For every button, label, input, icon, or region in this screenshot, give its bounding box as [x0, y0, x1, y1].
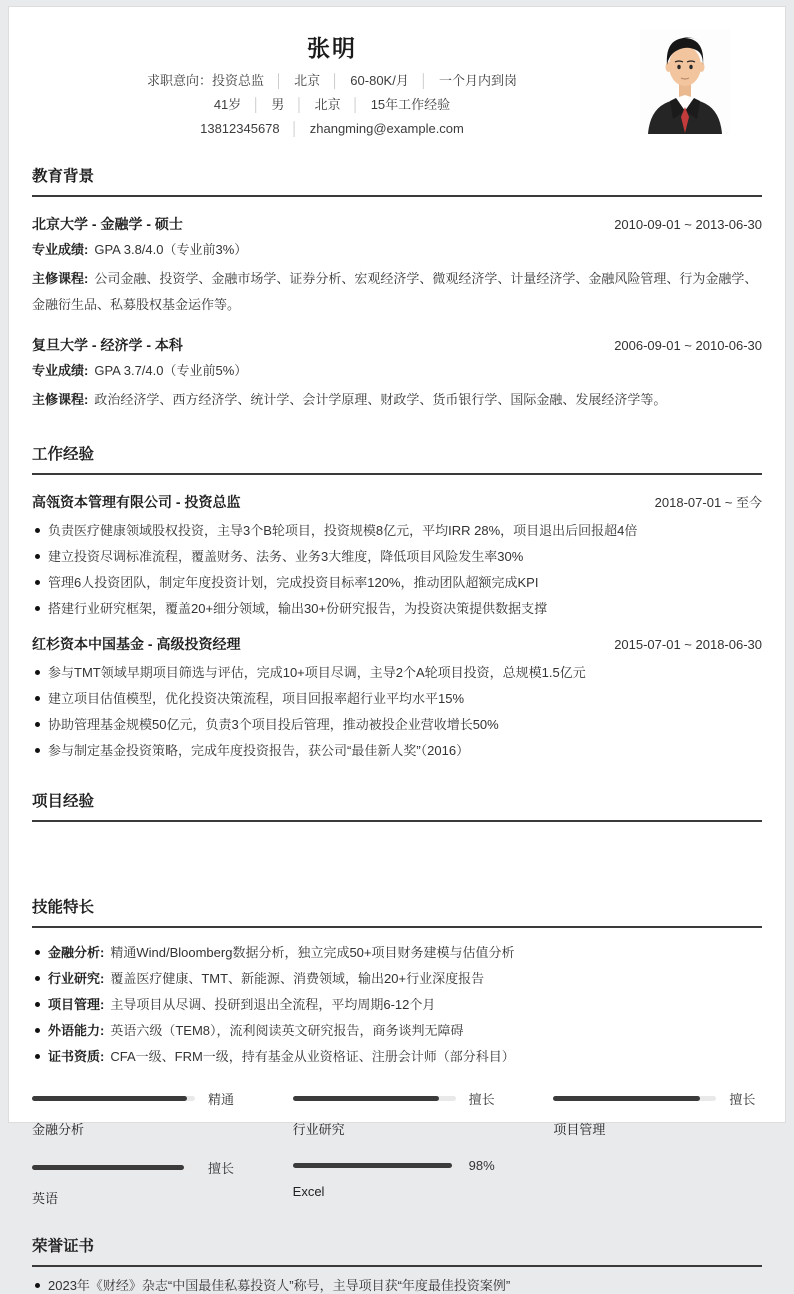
- skill-bar: [293, 1158, 502, 1207]
- skill-bar: [293, 1089, 502, 1138]
- resume-page: [8, 6, 786, 1293]
- skill-bar-track: [32, 1096, 195, 1101]
- honor-bullet-list: [32, 1277, 762, 1294]
- header-info-line-3: [32, 122, 632, 135]
- skill-bar-fill: [553, 1096, 700, 1101]
- skill-bars-grid: [32, 1089, 762, 1207]
- job-intention: 求职意向：投资总监: [147, 73, 265, 88]
- education-date-range: 2006-09-01 ~ 2010-06-30: [614, 338, 762, 353]
- separator: │: [419, 73, 428, 88]
- work-entry: [32, 634, 762, 759]
- skill-text: CFA一级、FRM一级，持有基金从业资格证、注册会计师（部分科目）: [110, 1049, 515, 1064]
- gender: 男: [271, 97, 285, 112]
- skill-bar-level: 98%: [468, 1158, 495, 1173]
- education-entry: [32, 335, 762, 413]
- skill-bar-track: [293, 1096, 456, 1101]
- gpa-value: GPA 3.8/4.0（专业前3%）: [94, 242, 248, 257]
- skill-bar-fill: [32, 1096, 187, 1101]
- education-gpa-line: [32, 358, 762, 384]
- section-work-experience: [32, 442, 762, 759]
- skill-text: 主导项目从尽调、投研到退出全流程，平均周期6-12个月: [110, 997, 436, 1012]
- skill-bar: [553, 1089, 762, 1138]
- skill-label: 项目管理:: [48, 997, 105, 1012]
- work-company-role: 红杉资本中国基金 - 高级投资经理: [32, 636, 241, 652]
- header-info-line-1: [32, 74, 632, 87]
- work-company-role: 高瓴资本管理有限公司 - 投资总监: [32, 494, 241, 510]
- education-gpa-line: [32, 237, 762, 263]
- skill-label: 证书资质:: [48, 1049, 105, 1064]
- courses-value: 政治经济学、西方经济学、统计学、会计学原理、财政学、货币银行学、国际金融、发展经济学等。: [94, 392, 667, 407]
- skill-bar-name: 项目管理: [553, 1122, 606, 1137]
- skill-bar-track: [553, 1096, 716, 1101]
- skill-bar-level: 擅长: [729, 1092, 756, 1107]
- skill-text: 覆盖医疗健康、TMT、新能源、消费领域，输出20+行业深度报告: [110, 971, 485, 986]
- skill-bar-name: Excel: [292, 1184, 325, 1199]
- skill-bar-name: 行业研究: [292, 1122, 345, 1137]
- education-school-degree: 复旦大学 - 经济学 - 本科: [32, 337, 183, 353]
- work-bullet: 协助管理基金规模50亿元，负责3个项目投后管理，推动被投企业营收增长50%: [32, 716, 762, 733]
- header-info-line-2: [32, 98, 632, 111]
- work-years: 15年工作经验: [370, 97, 451, 112]
- header-text: [32, 33, 632, 135]
- skill-bar: [32, 1089, 241, 1138]
- skill-label: 金融分析:: [48, 945, 105, 960]
- skill-bullet: [32, 944, 762, 961]
- section-title-education: 教育背景: [32, 164, 762, 197]
- separator: │: [351, 97, 360, 112]
- honor-bullet: 2023年《财经》杂志“中国最佳私募投资人”称号，主导项目获“年度最佳投资案例”: [32, 1277, 762, 1294]
- work-bullet: 负责医疗健康领域股权投资，主导3个B轮项目，投资规模8亿元，平均IRR 28%，项目退出后回报超4倍: [32, 522, 762, 539]
- resume-header: [32, 7, 762, 135]
- section-honors: [32, 1234, 762, 1294]
- avatar-illustration: [640, 29, 730, 134]
- age: 41岁: [213, 97, 242, 112]
- section-skills: [32, 895, 762, 1207]
- courses-label: 主修课程:: [32, 392, 89, 407]
- skill-bar: [32, 1158, 241, 1207]
- work-bullet: 搭建行业研究框架，覆盖20+细分领域，输出30+份研究报告，为投资决策提供数据支撑: [32, 600, 762, 617]
- work-date-range: 2018-07-01 ~ 至今: [654, 495, 762, 510]
- work-bullet-list: [32, 522, 762, 617]
- separator: │: [275, 73, 284, 88]
- separator: │: [295, 97, 304, 112]
- section-title-honors: 荣誉证书: [32, 1234, 762, 1267]
- expected-salary: 60-80K/月: [350, 73, 409, 88]
- skill-bar-fill: [293, 1163, 453, 1168]
- skill-label: 外语能力:: [48, 1023, 105, 1038]
- skill-label: 行业研究:: [48, 971, 105, 986]
- section-title-project: 项目经验: [32, 789, 762, 822]
- separator: │: [290, 121, 299, 136]
- courses-value: 公司金融、投资学、金融市场学、证券分析、宏观经济学、微观经济学、计量经济学、金融风险管理、行为金融学、金融衍生品、私募股权基金运作等。: [32, 271, 758, 312]
- email-address: zhangming@example.com: [309, 121, 464, 136]
- availability: 一个月内到岗: [438, 73, 517, 88]
- skill-bullet: [32, 1048, 762, 1065]
- profile-photo: [640, 29, 730, 134]
- gpa-value: GPA 3.7/4.0（专业前5%）: [94, 363, 248, 378]
- gpa-label: 专业成绩:: [32, 363, 89, 378]
- section-title-skills: 技能特长: [32, 895, 762, 928]
- work-date-range: 2015-07-01 ~ 2018-06-30: [614, 637, 762, 652]
- work-entry: [32, 492, 762, 617]
- skill-bar-name: 金融分析: [32, 1122, 85, 1137]
- skill-text: 精通Wind/Bloomberg数据分析，独立完成50+项目财务建模与估值分析: [110, 945, 515, 960]
- work-bullet: 参与TMT领域早期项目筛选与评估，完成10+项目尽调，主导2个A轮项目投资，总规模1.5亿元: [32, 664, 762, 681]
- separator: │: [331, 73, 340, 88]
- skill-text: 英语六级（TEM8），流利阅读英文研究报告，商务谈判无障碍: [110, 1023, 464, 1038]
- work-bullet: 参与制定基金投资策略，完成年度投资报告，获公司“最佳新人奖”（2016）: [32, 742, 762, 759]
- section-project-experience: [32, 789, 762, 866]
- skill-bar-fill: [293, 1096, 440, 1101]
- skill-bullet: [32, 996, 762, 1013]
- skill-bullet-list: [32, 944, 762, 1065]
- location: 北京: [314, 97, 341, 112]
- skill-bar-track: [32, 1165, 195, 1170]
- education-entry: [32, 214, 762, 318]
- courses-label: 主修课程:: [32, 271, 89, 286]
- job-city: 北京: [294, 73, 321, 88]
- project-empty-space: [32, 822, 762, 866]
- separator: │: [252, 97, 261, 112]
- candidate-name: 张明: [307, 35, 357, 61]
- skill-bar-name: 英语: [32, 1191, 59, 1206]
- work-bullet: 管理6人投资团队，制定年度投资计划，完成投资目标率120%，推动团队超额完成KPI: [32, 574, 762, 591]
- skill-bar-fill: [32, 1165, 184, 1170]
- skill-bar-track: [293, 1163, 456, 1168]
- skill-bar-level: 擅长: [468, 1092, 495, 1107]
- skill-bullet: [32, 1022, 762, 1039]
- skill-bar-level: 擅长: [208, 1161, 235, 1176]
- education-courses-line: [32, 266, 762, 318]
- skill-bullet: [32, 970, 762, 987]
- work-bullet: 建立项目估值模型，优化投资决策流程，项目回报率超行业平均水平15%: [32, 690, 762, 707]
- work-bullet-list: [32, 664, 762, 759]
- education-date-range: 2010-09-01 ~ 2013-06-30: [614, 217, 762, 232]
- work-bullet: 建立投资尽调标准流程，覆盖财务、法务、业务3大维度，降低项目风险发生率30%: [32, 548, 762, 565]
- gpa-label: 专业成绩:: [32, 242, 89, 257]
- phone-number: 13812345678: [200, 121, 280, 136]
- section-education: [32, 164, 762, 413]
- education-courses-line: [32, 387, 762, 413]
- skill-bar-level: 精通: [208, 1092, 235, 1107]
- section-title-work: 工作经验: [32, 442, 762, 475]
- education-school-degree: 北京大学 - 金融学 - 硕士: [32, 216, 183, 232]
